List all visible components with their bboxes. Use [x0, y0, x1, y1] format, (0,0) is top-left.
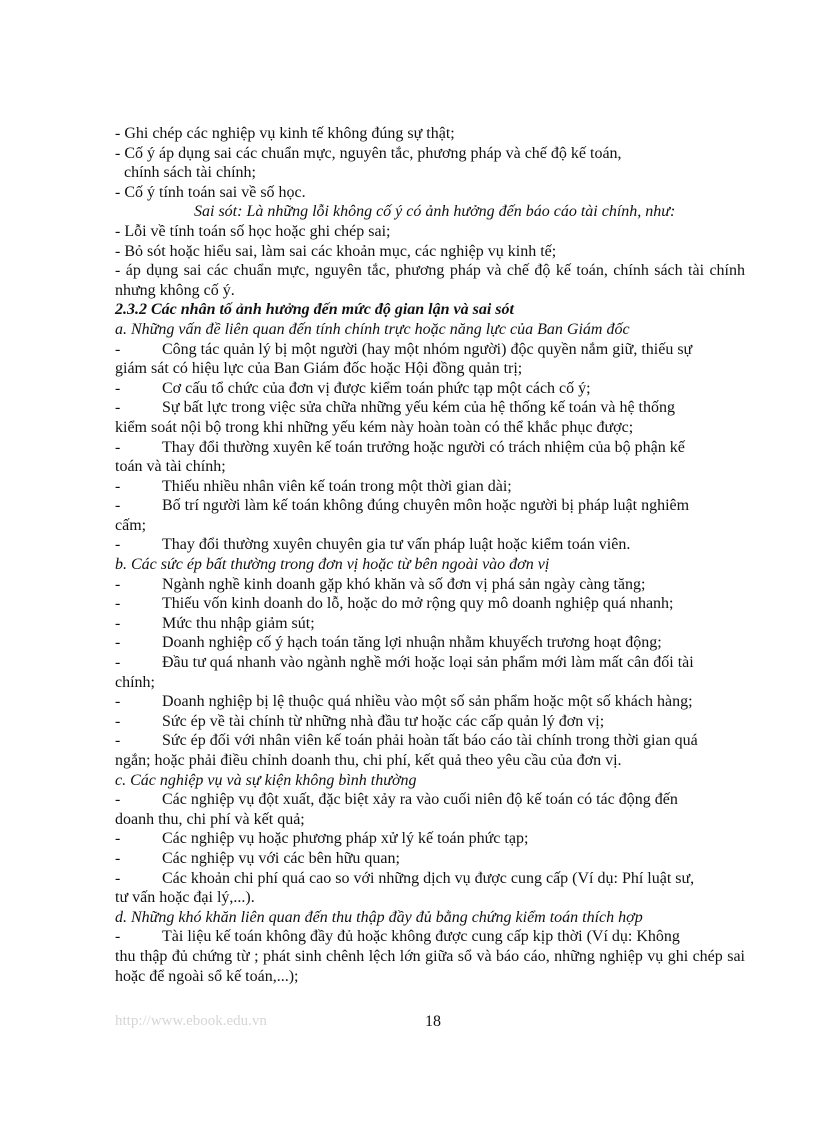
list-item: - Sức ép đối với nhân viên kế toán phải hoàn tất báo cáo tài chính trong thời gian quá ngắn; hoặc phải điều chỉnh doanh thu, chi phí, kết quả theo yêu cầu của đơn vị. — [115, 731, 745, 770]
list-item-text: Các nghiệp vụ với các bên hữu quan; — [162, 849, 400, 867]
list-item-continuation: giám sát có hiệu lực của Ban Giám đốc hoặc Hội đồng quản trị; — [115, 360, 523, 378]
list-item: - Các khoản chi phí quá cao so với những dịch vụ được cung cấp (Ví dụ: Phí luật sư, tư vấn hoặc đại lý,...). — [115, 869, 745, 908]
list-item-continuation: chính; — [115, 673, 155, 691]
list-item-continuation: tư vấn hoặc đại lý,...). — [115, 889, 255, 907]
list-item: - Sự bất lực trong việc sửa chữa những yếu kém của hệ thống kế toán và hệ thống kiểm soát nội bộ trong khi những yếu kém này hoàn toàn có thể khắc phục được; — [115, 398, 745, 437]
footer-url: http://www.ebook.edu.vn — [115, 1013, 267, 1029]
list-item: - Tài liệu kế toán không đầy đủ hoặc không được cung cấp kịp thời (Ví dụ: Không thu thập đủ chứng từ ; phát sinh chênh lệch lớn giữa sổ và báo cáo, những nghiệp vụ ghi chép sai hoặc để ngoài sổ kế toán,...); — [115, 928, 745, 985]
intro-line-6: - Lỗi về tính toán số học hoặc ghi chép sai; — [115, 222, 391, 240]
list-item-text: Ngành nghề kinh doanh gặp khó khăn và số đơn vị phá sản ngày càng tăng; — [162, 575, 646, 593]
list-item-text: Đầu tư quá nhanh vào ngành nghề mới hoặc loại sản phẩm mới làm mất cân đối tài — [162, 654, 694, 672]
list-item: - Ngành nghề kinh doanh gặp khó khăn và số đơn vị phá sản ngày càng tăng; — [115, 575, 745, 595]
list-item-continuation: ngắn; hoặc phải điều chỉnh doanh thu, chi phí, kết quả theo yêu cầu của đơn vị. — [115, 752, 622, 769]
list-item: - Đầu tư quá nhanh vào ngành nghề mới hoặc loại sản phẩm mới làm mất cân đối tài chính; — [115, 653, 745, 692]
section-b-list — [115, 575, 745, 771]
list-item: - Công tác quản lý bị một người (hay một nhóm người) độc quyền nắm giữ, thiếu sự giám sát có hiệu lực của Ban Giám đốc hoặc Hội đồng quản trị; — [115, 340, 745, 379]
list-item-text: Sức ép về tài chính từ những nhà đầu tư hoặc các cấp quản lý đơn vị; — [162, 712, 605, 730]
list-item-text: Sự bất lực trong việc sửa chữa những yếu kém của hệ thống kế toán và hệ thống — [162, 399, 675, 417]
list-item-text: Công tác quản lý bị một người (hay một nhóm người) độc quyền nắm giữ, thiếu sự — [162, 340, 693, 358]
list-item: - Sức ép về tài chính từ những nhà đầu tư hoặc các cấp quản lý đơn vị; — [115, 712, 745, 732]
intro-line-4: - Cố ý tính toán sai về số học. — [115, 183, 306, 201]
intro-line-1: - Ghi chép các nghiệp vụ kinh tế không đúng sự thật; — [115, 125, 455, 142]
list-item: - Doanh nghiệp cố ý hạch toán tăng lợi nhuận nhằm khuyếch trương hoạt động; — [115, 633, 745, 653]
list-item-text: Doanh nghiệp cố ý hạch toán tăng lợi nhuận nhằm khuyếch trương hoạt động; — [162, 634, 662, 652]
list-item: - Thay đổi thường xuyên chuyên gia tư vấn pháp luật hoặc kiểm toán viên. — [115, 535, 745, 555]
section-d-list — [115, 927, 745, 986]
list-item: - Thiếu nhiều nhân viên kế toán trong một thời gian dài; — [115, 477, 745, 497]
section-c-list — [115, 790, 745, 908]
list-item-continuation: thu thập đủ chứng từ ; phát sinh chênh lệch lớn giữa sổ và báo cáo, những nghiệp vụ ghi chép sai hoặc để ngoài sổ kế toán,...); — [115, 947, 745, 985]
section-c-title: c. Các nghiệp vụ và sự kiện không bình thường — [115, 771, 417, 789]
intro-line-2: - Cố ý áp dụng sai các chuẩn mực, nguyên tắc, phương pháp và chế độ kế toán, — [115, 144, 622, 162]
list-item-text: Thiếu nhiều nhân viên kế toán trong một thời gian dài; — [162, 477, 512, 495]
list-item: - Cơ cấu tổ chức của đơn vị được kiểm toán phức tạp một cách cố ý; — [115, 379, 745, 399]
page-footer — [115, 1013, 755, 1033]
list-item-continuation: toán và tài chính; — [115, 458, 226, 476]
list-item-text: Thiếu vốn kinh doanh do lỗ, hoặc do mở rộng quy mô doanh nghiệp quá nhanh; — [162, 595, 674, 613]
list-item-text: Cơ cấu tổ chức của đơn vị được kiểm toán phức tạp một cách cố ý; — [162, 379, 591, 397]
list-item-text: Các khoản chi phí quá cao so với những dịch vụ được cung cấp (Ví dụ: Phí luật sư, — [162, 869, 695, 887]
list-item: - Mức thu nhập giảm sút; — [115, 614, 745, 634]
list-item: - Các nghiệp vụ với các bên hữu quan; — [115, 849, 745, 869]
section-a-list — [115, 340, 745, 556]
intro-line-8: - áp dụng sai các chuẩn mực, nguyên tắc, phương pháp và chế độ kế toán, chính sách tài chính nhưng không cố ý. — [115, 262, 745, 299]
list-item-text: Các nghiệp vụ hoặc phương pháp xử lý kế toán phức tạp; — [162, 830, 529, 848]
intro-line-3: chính sách tài chính; — [124, 164, 256, 182]
list-item: - Các nghiệp vụ đột xuất, đặc biệt xảy ra vào cuối niên độ kế toán có tác động đến doanh thu, chi phí và kết quả; — [115, 790, 745, 829]
section-d-title: d. Những khó khăn liên quan đến thu thập đầy đủ bằng chứng kiểm toán thích hợp — [115, 908, 643, 926]
list-item-text: Sức ép đối với nhân viên kế toán phải hoàn tất báo cáo tài chính trong thời gian quá — [162, 732, 698, 750]
intro-line-7: - Bỏ sót hoặc hiểu sai, làm sai các khoản mục, các nghiệp vụ kinh tế; — [115, 242, 557, 260]
document-body — [115, 124, 745, 986]
list-item-continuation: kiểm soát nội bộ trong khi những yếu kém này hoàn toàn có thể khắc phục được; — [115, 418, 634, 436]
section-b-title: b. Các sức ép bất thường trong đơn vị hoặc từ bên ngoài vào đơn vị — [115, 556, 550, 574]
list-item-text: Thay đổi thường xuyên kế toán trưởng hoặc người có trách nhiệm của bộ phận kế — [162, 438, 685, 456]
list-item-text: Bố trí người làm kế toán không đúng chuyên môn hoặc người bị pháp luật nghiêm — [162, 497, 690, 515]
list-item: - Thiếu vốn kinh doanh do lỗ, hoặc do mở rộng quy mô doanh nghiệp quá nhanh; — [115, 594, 745, 614]
list-item: - Doanh nghiệp bị lệ thuộc quá nhiều vào một số sản phẩm hoặc một số khách hàng; — [115, 692, 745, 712]
page-number: 18 — [425, 1013, 441, 1030]
list-item-text: Các nghiệp vụ đột xuất, đặc biệt xảy ra vào cuối niên độ kế toán có tác động đến — [162, 791, 678, 809]
list-item-text: Thay đổi thường xuyên chuyên gia tư vấn pháp luật hoặc kiểm toán viên. — [162, 536, 631, 554]
list-item-text: Tài liệu kế toán không đầy đủ hoặc không được cung cấp kịp thời (Ví dụ: Không — [162, 928, 680, 946]
list-item: - Thay đổi thường xuyên kế toán trưởng hoặc người có trách nhiệm của bộ phận kế toán và tài chính; — [115, 438, 745, 477]
list-item-continuation: cấm; — [115, 516, 147, 534]
list-item-text: Doanh nghiệp bị lệ thuộc quá nhiều vào một số sản phẩm hoặc một số khách hàng; — [162, 693, 693, 711]
list-item: - Các nghiệp vụ hoặc phương pháp xử lý kế toán phức tạp; — [115, 829, 745, 849]
section-a-title: a. Những vấn đề liên quan đến tính chính trực hoặc năng lực của Ban Giám đốc — [115, 320, 630, 338]
list-item: - Bố trí người làm kế toán không đúng chuyên môn hoặc người bị pháp luật nghiêm cấm; — [115, 496, 745, 535]
section-heading: 2.3.2 Các nhân tố ảnh hưởng đến mức độ gian lận và sai sót — [115, 301, 514, 319]
list-item-text: Mức thu nhập giảm sút; — [162, 614, 315, 632]
list-item-continuation: doanh thu, chi phí và kết quả; — [115, 810, 305, 828]
error-definition: Sai sót: Là những lỗi không cố ý có ảnh hưởng đến báo cáo tài chính, như: — [194, 203, 676, 221]
